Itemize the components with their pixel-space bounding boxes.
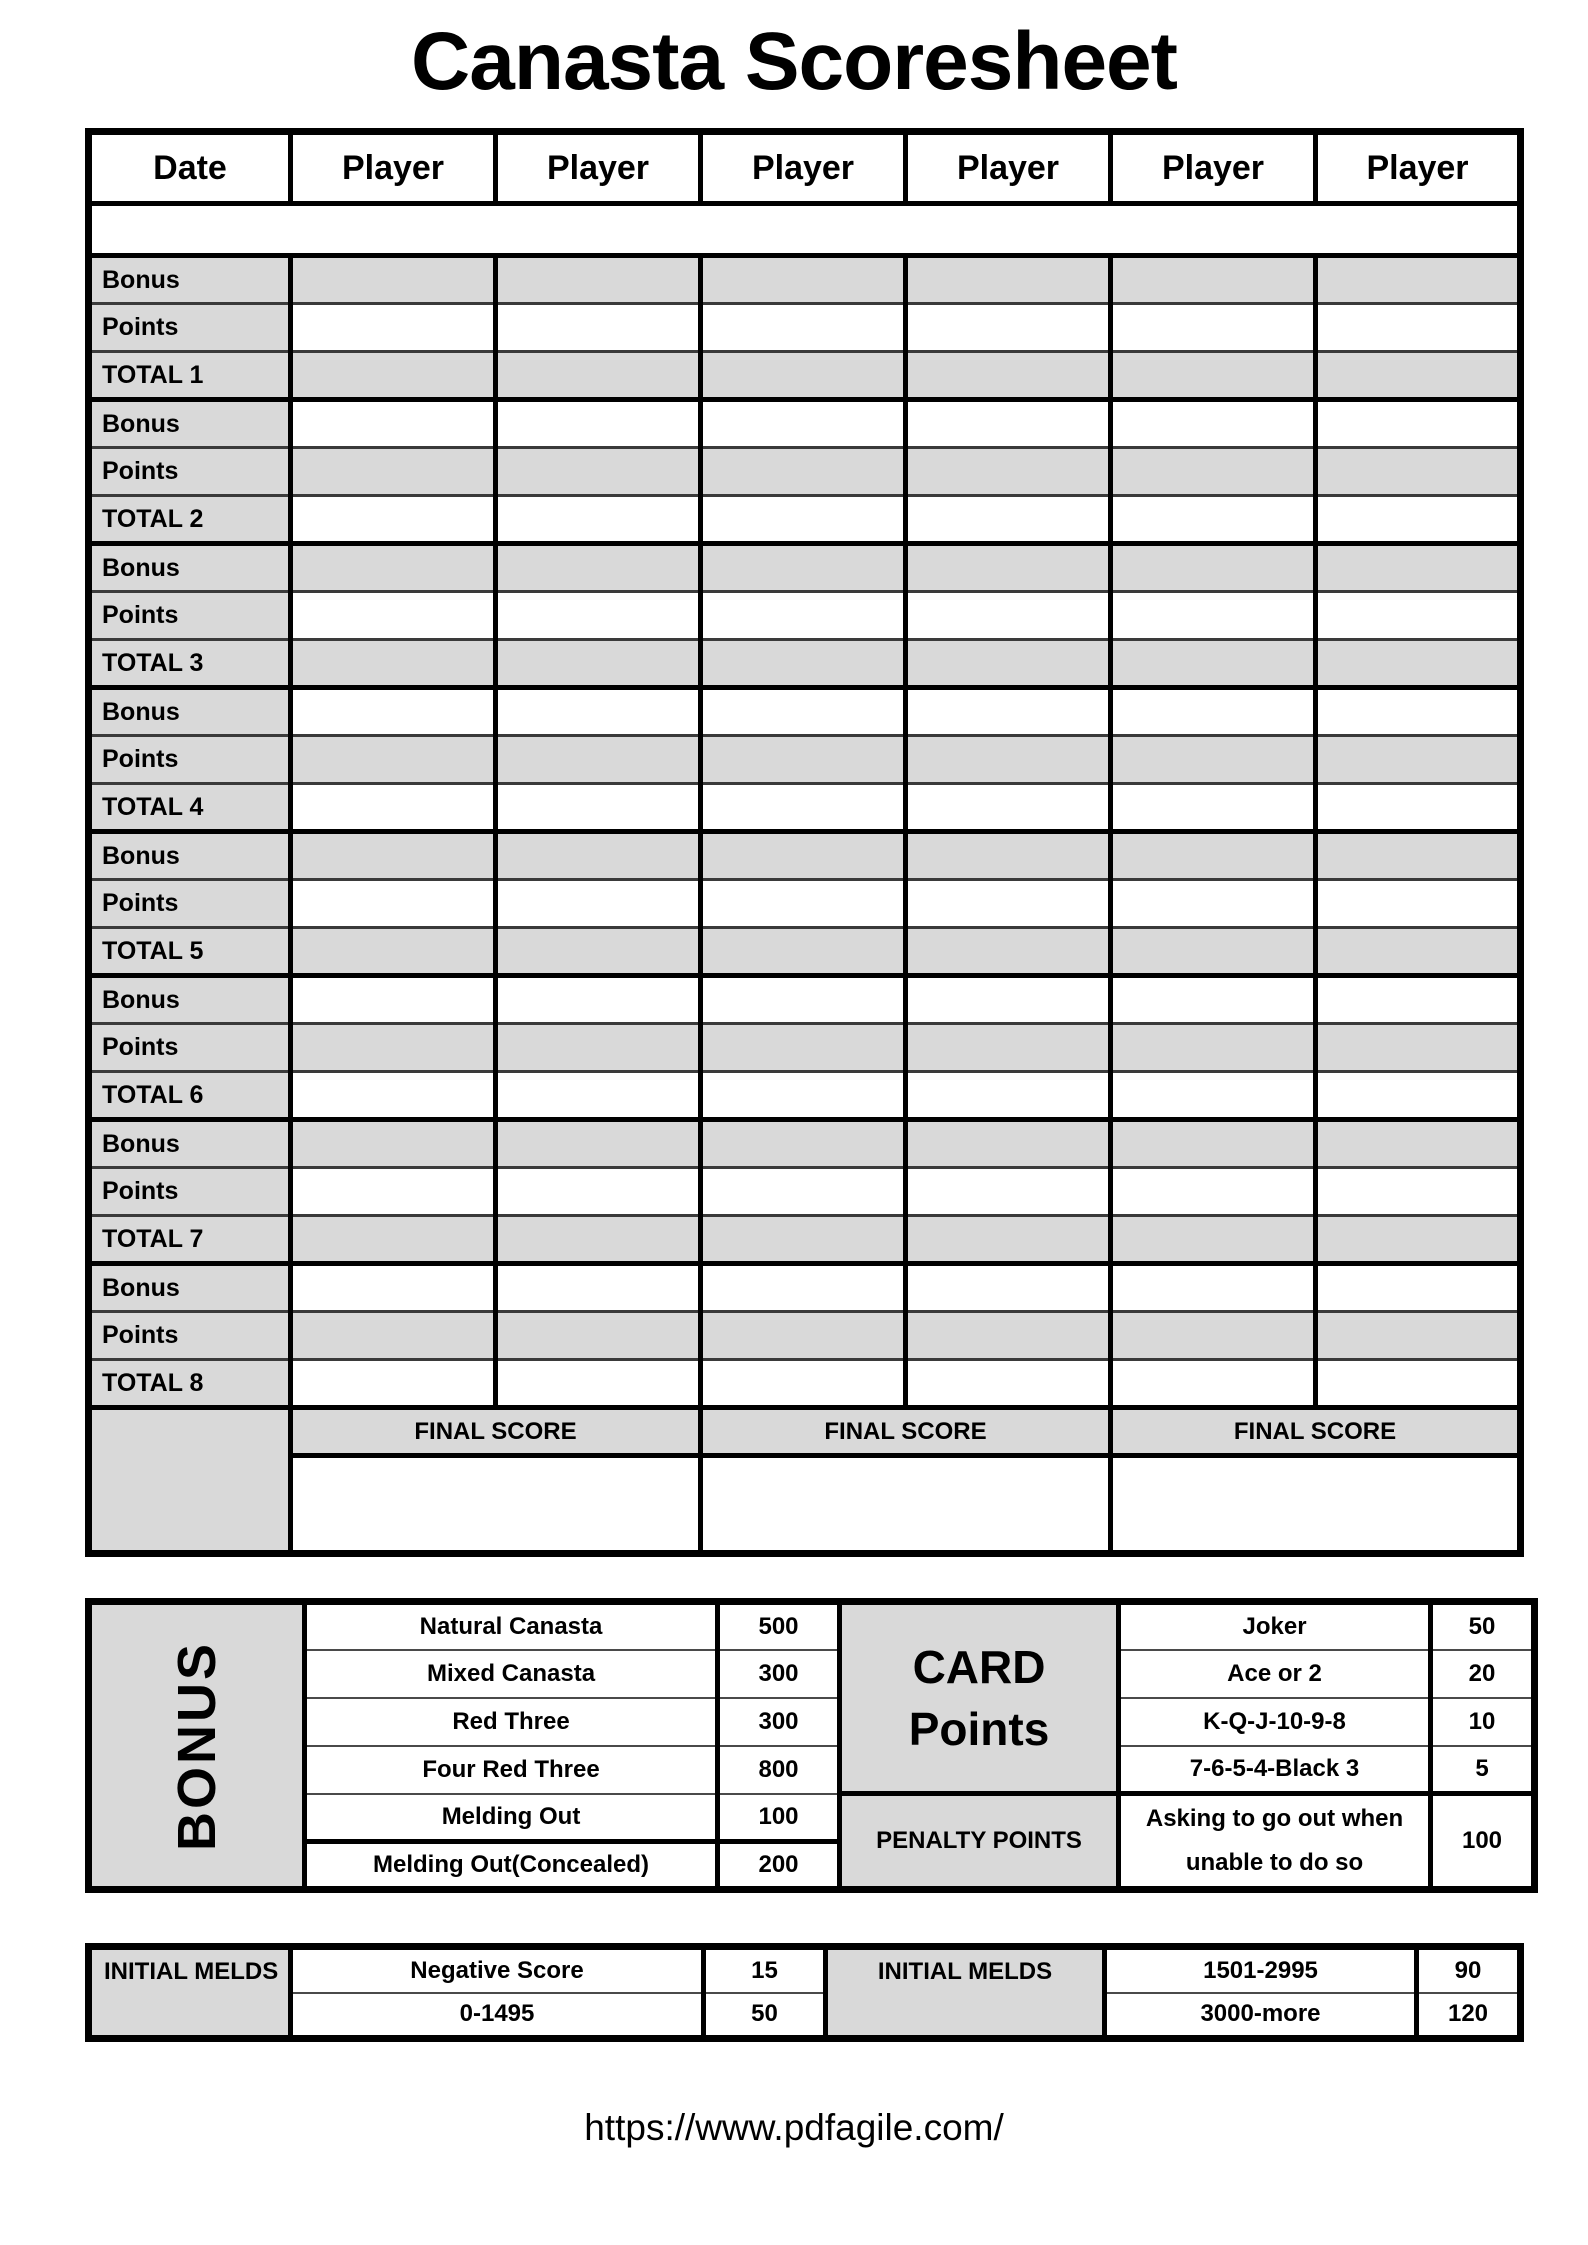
- score-cell[interactable]: [291, 1312, 496, 1360]
- score-cell[interactable]: [291, 832, 496, 880]
- score-cell[interactable]: [1111, 1360, 1316, 1408]
- card-item-name: K-Q-J-10-9-8: [1119, 1698, 1431, 1746]
- header-row: [89, 132, 1521, 204]
- score-cell[interactable]: [1316, 1024, 1521, 1072]
- initial-melds-table: [85, 1943, 1524, 2042]
- score-cell[interactable]: [1316, 352, 1521, 400]
- score-cell[interactable]: [906, 1072, 1111, 1120]
- score-cell[interactable]: [291, 736, 496, 784]
- score-cell[interactable]: [1111, 928, 1316, 976]
- card-item-name: Ace or 2: [1119, 1650, 1431, 1698]
- score-cell[interactable]: [496, 880, 701, 928]
- score-cell[interactable]: [1316, 304, 1521, 352]
- bonus-item-name: Natural Canasta: [305, 1602, 718, 1650]
- melds-item-value: 50: [704, 1993, 826, 2039]
- final-score-header: FINAL SCORE: [1111, 1408, 1521, 1456]
- score-cell[interactable]: [496, 544, 701, 592]
- score-cell[interactable]: [496, 688, 701, 736]
- score-cell[interactable]: [701, 256, 906, 304]
- score-cell[interactable]: [496, 784, 701, 832]
- score-cell[interactable]: [701, 1312, 906, 1360]
- row-label-points: Points: [89, 448, 291, 496]
- bonus-item-name: Four Red Three: [305, 1746, 718, 1794]
- card-item-name: Joker: [1119, 1602, 1431, 1650]
- score-cell[interactable]: [701, 1072, 906, 1120]
- score-cell[interactable]: [1111, 448, 1316, 496]
- score-cell[interactable]: [701, 688, 906, 736]
- score-cell[interactable]: [1111, 1312, 1316, 1360]
- final-score-header-row: [89, 1408, 1521, 1456]
- score-cell[interactable]: [906, 880, 1111, 928]
- score-cell[interactable]: [291, 1024, 496, 1072]
- score-cell[interactable]: [1111, 496, 1316, 544]
- score-cell[interactable]: [701, 400, 906, 448]
- melds-item-value: 90: [1417, 1947, 1521, 1993]
- final-score-cell[interactable]: [701, 1456, 1111, 1554]
- score-cell[interactable]: [1111, 1168, 1316, 1216]
- column-header-player: Player: [701, 132, 906, 204]
- row-label-bonus: Bonus: [89, 256, 291, 304]
- score-cell[interactable]: [1316, 1360, 1521, 1408]
- bonus-section-label-cell: [89, 1602, 305, 1890]
- score-cell[interactable]: [1316, 256, 1521, 304]
- bonus-card-points-table: [85, 1598, 1538, 1893]
- score-cell[interactable]: [496, 1120, 701, 1168]
- score-cell[interactable]: [701, 448, 906, 496]
- score-cell[interactable]: [906, 1312, 1111, 1360]
- score-cell[interactable]: [496, 496, 701, 544]
- row-label-points: Points: [89, 304, 291, 352]
- score-cell[interactable]: [701, 640, 906, 688]
- score-cell[interactable]: [1111, 352, 1316, 400]
- final-score-value-row: [89, 1456, 1521, 1554]
- row-label-bonus: Bonus: [89, 400, 291, 448]
- bonus-item-value: 500: [718, 1602, 840, 1650]
- score-cell[interactable]: [701, 496, 906, 544]
- bonus-vertical-label: BONUS: [167, 1640, 228, 1851]
- card-item-value: 5: [1431, 1746, 1535, 1794]
- score-cell[interactable]: [496, 352, 701, 400]
- score-cell[interactable]: [496, 592, 701, 640]
- final-score-header: FINAL SCORE: [701, 1408, 1111, 1456]
- melds-item-value: 120: [1417, 1993, 1521, 2039]
- score-cell[interactable]: [906, 736, 1111, 784]
- score-cell[interactable]: [701, 1264, 906, 1312]
- score-cell[interactable]: [1111, 880, 1316, 928]
- score-cell[interactable]: [1111, 304, 1316, 352]
- row-label-bonus: Bonus: [89, 1264, 291, 1312]
- score-cell[interactable]: [906, 688, 1111, 736]
- score-cell[interactable]: [496, 1312, 701, 1360]
- card-points-label-line1: CARD: [912, 1641, 1046, 1693]
- row-label-points: Points: [89, 1312, 291, 1360]
- score-cell[interactable]: [291, 544, 496, 592]
- bonus-item-value: 100: [718, 1794, 840, 1842]
- score-cell[interactable]: [701, 880, 906, 928]
- score-cell[interactable]: [701, 736, 906, 784]
- column-header-player: Player: [496, 132, 701, 204]
- row-label-bonus: Bonus: [89, 832, 291, 880]
- score-cell[interactable]: [701, 1120, 906, 1168]
- column-header-player: Player: [906, 132, 1111, 204]
- melds-item-name: 1501-2995: [1105, 1947, 1417, 1993]
- score-cell[interactable]: [291, 784, 496, 832]
- card-item-value: 20: [1431, 1650, 1535, 1698]
- score-cell[interactable]: [906, 448, 1111, 496]
- score-cell[interactable]: [496, 1024, 701, 1072]
- score-cell[interactable]: [291, 1072, 496, 1120]
- melds-item-name: 0-1495: [291, 1993, 704, 2039]
- melds-item-name: Negative Score: [291, 1947, 704, 1993]
- score-cell[interactable]: [291, 1264, 496, 1312]
- bonus-item-name: Melding Out: [305, 1794, 718, 1842]
- card-item-value: 10: [1431, 1698, 1535, 1746]
- score-cell[interactable]: [496, 1168, 701, 1216]
- column-header-player: Player: [291, 132, 496, 204]
- score-cell[interactable]: [1111, 1216, 1316, 1264]
- score-cell[interactable]: [1111, 400, 1316, 448]
- score-cell[interactable]: [1111, 736, 1316, 784]
- score-cell[interactable]: [1111, 688, 1316, 736]
- bonus-item-value: 300: [718, 1698, 840, 1746]
- card-item-value: 50: [1431, 1602, 1535, 1650]
- bonus-item-name: Mixed Canasta: [305, 1650, 718, 1698]
- score-cell[interactable]: [701, 976, 906, 1024]
- row-label-total-4: TOTAL 4: [89, 784, 291, 832]
- bonus-item-name: Red Three: [305, 1698, 718, 1746]
- score-cell[interactable]: [1316, 1072, 1521, 1120]
- final-score-cell[interactable]: [1111, 1456, 1521, 1554]
- column-header-player: Player: [1111, 132, 1316, 204]
- row-label-points: Points: [89, 736, 291, 784]
- score-cell[interactable]: [496, 640, 701, 688]
- row-label-points: Points: [89, 592, 291, 640]
- score-cell[interactable]: [1111, 1120, 1316, 1168]
- score-cell[interactable]: [701, 352, 906, 400]
- row-label-points: Points: [89, 880, 291, 928]
- row-label-total-3: TOTAL 3: [89, 640, 291, 688]
- score-cell[interactable]: [291, 1168, 496, 1216]
- score-cell[interactable]: [906, 640, 1111, 688]
- penalty-points-label: PENALTY POINTS: [840, 1794, 1119, 1890]
- final-score-side-cell: [89, 1408, 291, 1554]
- score-cell[interactable]: [906, 256, 1111, 304]
- score-cell[interactable]: [906, 1024, 1111, 1072]
- row-label-total-6: TOTAL 6: [89, 1072, 291, 1120]
- column-header-date: Date: [89, 132, 291, 204]
- score-cell[interactable]: [291, 928, 496, 976]
- row-label-total-5: TOTAL 5: [89, 928, 291, 976]
- score-cell[interactable]: [906, 976, 1111, 1024]
- score-cell[interactable]: [1316, 592, 1521, 640]
- score-cell[interactable]: [906, 784, 1111, 832]
- score-cell[interactable]: [496, 1072, 701, 1120]
- bonus-item-name: Melding Out(Concealed): [305, 1842, 718, 1890]
- score-cell[interactable]: [701, 304, 906, 352]
- score-cell[interactable]: [701, 1360, 906, 1408]
- score-cell[interactable]: [1316, 688, 1521, 736]
- score-cell[interactable]: [906, 592, 1111, 640]
- score-cell[interactable]: [906, 1216, 1111, 1264]
- card-item-name: 7-6-5-4-Black 3: [1119, 1746, 1431, 1794]
- score-cell[interactable]: [906, 400, 1111, 448]
- score-cell[interactable]: [1316, 736, 1521, 784]
- score-cell[interactable]: [906, 832, 1111, 880]
- score-cell[interactable]: [701, 784, 906, 832]
- score-cell[interactable]: [906, 928, 1111, 976]
- score-cell[interactable]: [906, 496, 1111, 544]
- score-cell[interactable]: [496, 928, 701, 976]
- row-label-total-8: TOTAL 8: [89, 1360, 291, 1408]
- score-cell[interactable]: [291, 880, 496, 928]
- score-cell[interactable]: [496, 400, 701, 448]
- score-cell[interactable]: [291, 400, 496, 448]
- score-cell[interactable]: [291, 352, 496, 400]
- melds-item-value: 15: [704, 1947, 826, 1993]
- initial-melds-left-label: INITIAL MELDS: [89, 1947, 291, 2039]
- score-cell[interactable]: [1111, 1024, 1316, 1072]
- score-cell[interactable]: [1316, 1264, 1521, 1312]
- score-cell[interactable]: [1316, 448, 1521, 496]
- score-cell[interactable]: [1316, 784, 1521, 832]
- score-cell[interactable]: [496, 448, 701, 496]
- score-cell[interactable]: [1316, 928, 1521, 976]
- score-cell[interactable]: [1111, 256, 1316, 304]
- score-cell[interactable]: [496, 256, 701, 304]
- score-cell[interactable]: [496, 1360, 701, 1408]
- score-cell[interactable]: [1111, 784, 1316, 832]
- footer-url[interactable]: https://www.pdfagile.com/: [584, 2107, 1004, 2148]
- score-cell[interactable]: [1316, 1216, 1521, 1264]
- score-cell[interactable]: [1111, 1264, 1316, 1312]
- card-points-label-cell: [840, 1602, 1119, 1794]
- score-cell[interactable]: [291, 304, 496, 352]
- score-cell[interactable]: [291, 688, 496, 736]
- player-names-row: [89, 204, 1521, 256]
- score-cell[interactable]: [1316, 976, 1521, 1024]
- penalty-item-name: Asking to go out when unable to do so: [1119, 1794, 1431, 1890]
- score-cell[interactable]: [1316, 1120, 1521, 1168]
- initial-melds-right-label: INITIAL MELDS: [826, 1947, 1105, 2039]
- score-cell[interactable]: [701, 1024, 906, 1072]
- row-label-total-7: TOTAL 7: [89, 1216, 291, 1264]
- score-cell[interactable]: [496, 304, 701, 352]
- final-score-cell[interactable]: [291, 1456, 701, 1554]
- penalty-item-value: 100: [1431, 1794, 1535, 1890]
- card-points-label-line2: Points: [908, 1703, 1050, 1755]
- bonus-item-value: 800: [718, 1746, 840, 1794]
- row-label-points: Points: [89, 1168, 291, 1216]
- score-cell[interactable]: [291, 256, 496, 304]
- score-cell[interactable]: [906, 1264, 1111, 1312]
- row-label-total-1: TOTAL 1: [89, 352, 291, 400]
- score-cell[interactable]: [496, 736, 701, 784]
- column-header-player: Player: [1316, 132, 1521, 204]
- score-cell[interactable]: [496, 832, 701, 880]
- melds-item-name: 3000-more: [1105, 1993, 1417, 2039]
- score-cell[interactable]: [701, 928, 906, 976]
- score-cell[interactable]: [906, 1120, 1111, 1168]
- score-cell[interactable]: [906, 544, 1111, 592]
- row-label-bonus: Bonus: [89, 544, 291, 592]
- score-cell[interactable]: [701, 832, 906, 880]
- score-cell[interactable]: [1111, 592, 1316, 640]
- score-cell[interactable]: [496, 1264, 701, 1312]
- score-cell[interactable]: [291, 1216, 496, 1264]
- score-cell[interactable]: [496, 976, 701, 1024]
- score-cell[interactable]: [906, 1168, 1111, 1216]
- row-label-bonus: Bonus: [89, 1120, 291, 1168]
- score-cell[interactable]: [1111, 976, 1316, 1024]
- score-cell[interactable]: [1316, 832, 1521, 880]
- score-cell[interactable]: [496, 1216, 701, 1264]
- score-cell[interactable]: [291, 976, 496, 1024]
- row-label-total-2: TOTAL 2: [89, 496, 291, 544]
- row-label-points: Points: [89, 1024, 291, 1072]
- bonus-item-value: 200: [718, 1842, 840, 1890]
- score-cell[interactable]: [906, 352, 1111, 400]
- score-cell[interactable]: [291, 1360, 496, 1408]
- score-cell[interactable]: [1316, 880, 1521, 928]
- score-cell[interactable]: [906, 1360, 1111, 1408]
- score-cell[interactable]: [1111, 640, 1316, 688]
- row-label-bonus: Bonus: [89, 976, 291, 1024]
- score-cell[interactable]: [1316, 496, 1521, 544]
- score-cell[interactable]: [291, 448, 496, 496]
- score-cell[interactable]: [1316, 640, 1521, 688]
- row-label-bonus: Bonus: [89, 688, 291, 736]
- score-cell[interactable]: [1111, 832, 1316, 880]
- score-cell[interactable]: [701, 1168, 906, 1216]
- score-table: [85, 128, 1524, 1557]
- player-names-input-cell[interactable]: [89, 204, 1521, 256]
- bonus-item-value: 300: [718, 1650, 840, 1698]
- score-cell[interactable]: [1316, 1312, 1521, 1360]
- score-cell[interactable]: [1111, 1072, 1316, 1120]
- score-cell[interactable]: [1316, 544, 1521, 592]
- score-cell[interactable]: [701, 544, 906, 592]
- score-cell[interactable]: [701, 592, 906, 640]
- final-score-header: FINAL SCORE: [291, 1408, 701, 1456]
- score-cell[interactable]: [1316, 1168, 1521, 1216]
- score-cell[interactable]: [291, 1120, 496, 1168]
- score-cell[interactable]: [1111, 544, 1316, 592]
- score-cell[interactable]: [291, 496, 496, 544]
- page-title: Canasta Scoresheet: [411, 16, 1177, 107]
- score-cell[interactable]: [291, 640, 496, 688]
- score-cell[interactable]: [701, 1216, 906, 1264]
- score-cell[interactable]: [291, 592, 496, 640]
- score-cell[interactable]: [906, 304, 1111, 352]
- score-cell[interactable]: [1316, 400, 1521, 448]
